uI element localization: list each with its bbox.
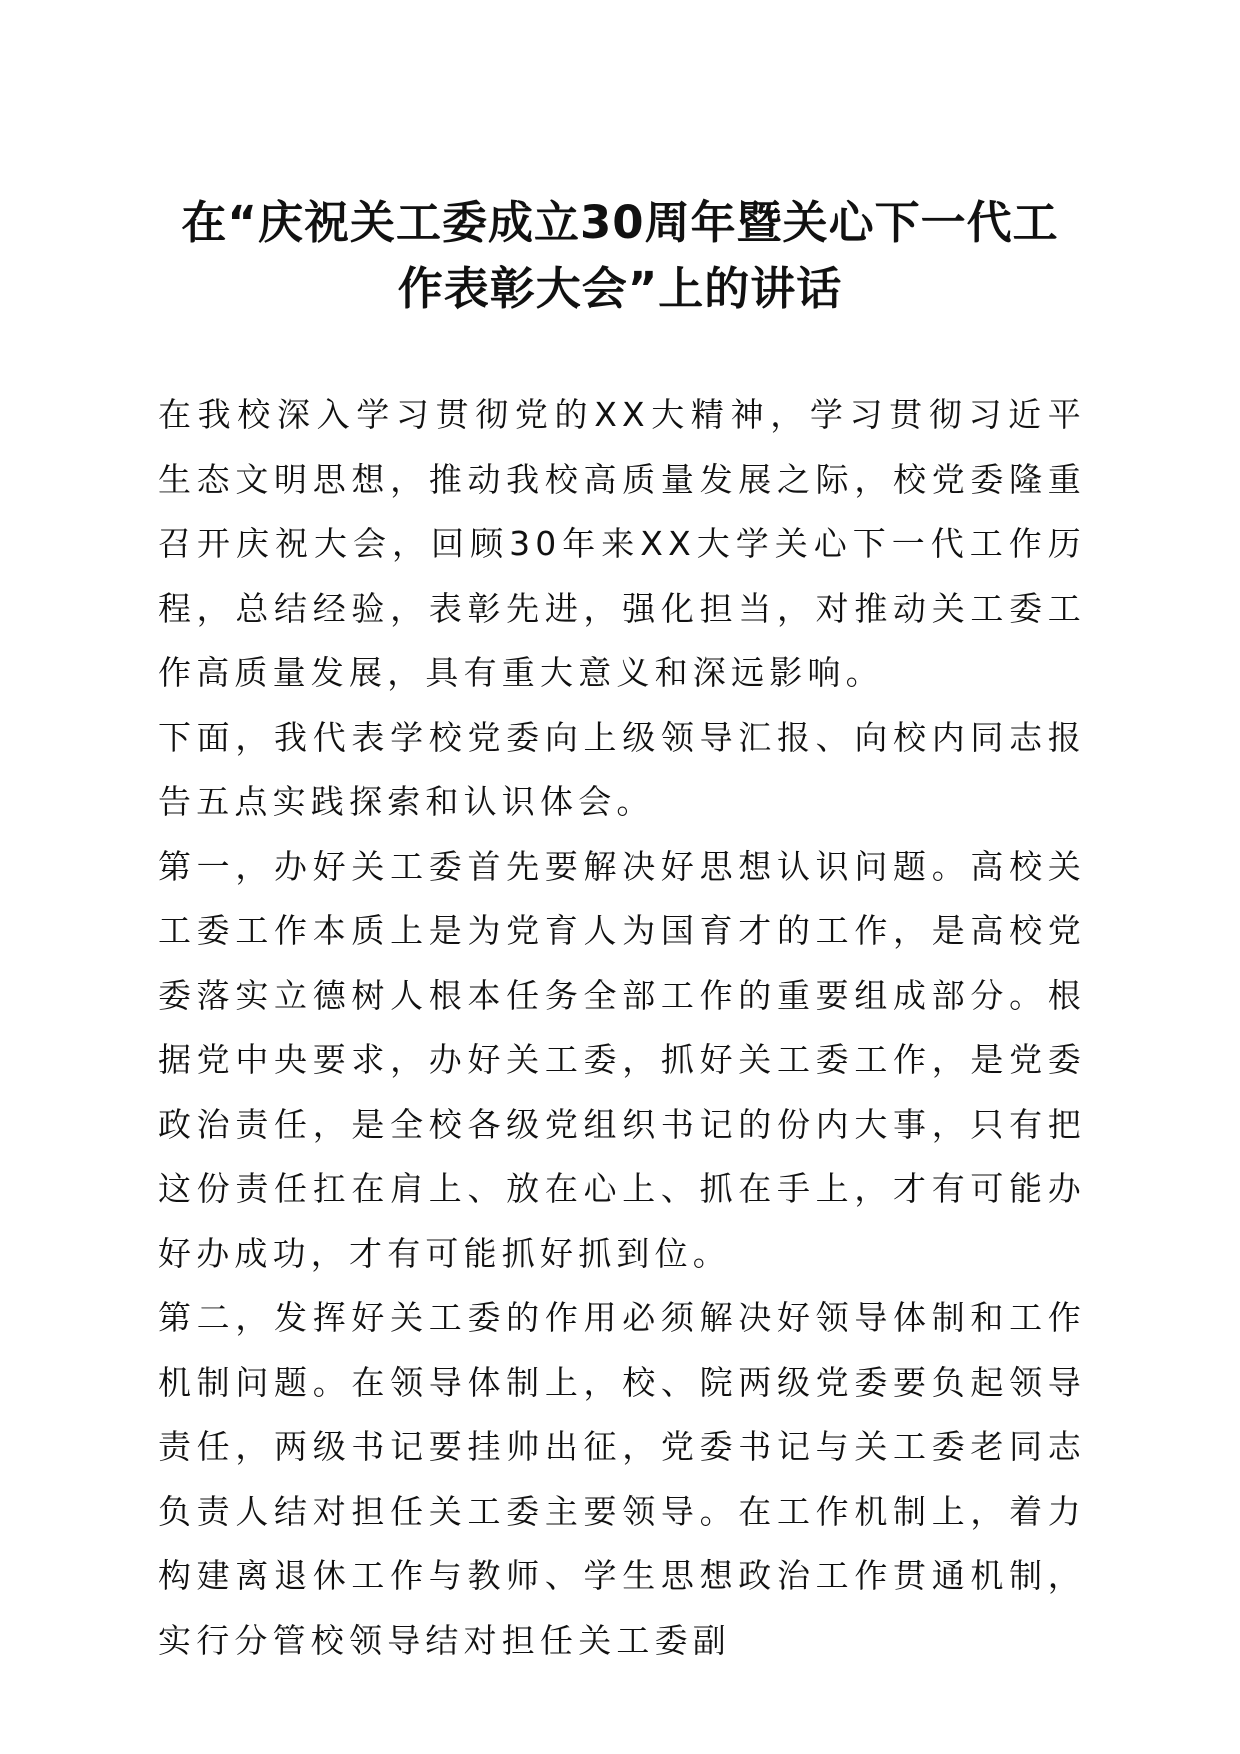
- paragraph-intro: 在我校深入学习贯彻党的XX大精神，学习贯彻习近平生态文明思想，推动我校高质量发展之际，校党委隆重召开庆祝大会，回顾30年来XX大学关心下一代工作历程，总结经验，表彰先进，强化担当，对推动关工委工作高质量发展，具有重大意义和深远影响。: [158, 395, 1086, 692]
- paragraph-first-point: 第一，办好关工委首先要解决好思想认识问题。高校关工委工作本质上是为党育人为国育才的工作，是高校党委落实立德树人根本任务全部工作的重要组成部分。根据党中央要求，办好关工委，抓好关工委工作，是党委政治责任，是全校各级党组织书记的份内大事，只有把这份责任扛在肩上、放在心上、抓在手上，才有可能办好办成功，才有可能抓好抓到位。: [158, 846, 1086, 1273]
- paragraph-second-point: 第二，发挥好关工委的作用必须解决好领导体制和工作机制问题。在领导体制上，校、院两级党委要负起领导责任，两级书记要挂帅出征，党委书记与关工委老同志负责人结对担任关工委主要领导。在工作机制上，着力构建离退休工作与教师、学生思想政治工作贯通机制，实行分管校领导结对担任关工委副: [158, 1298, 1086, 1660]
- title-line-2: 作表彰大会”上的讲话: [397, 262, 843, 315]
- document-title: [100, 190, 1140, 322]
- document-body: [158, 383, 1086, 1673]
- title-line-1: 在“庆祝关工委成立30周年暨关心下一代工: [181, 196, 1059, 249]
- paragraph-report: 下面，我代表学校党委向上级领导汇报、向校内同志报告五点实践探索和认识体会。: [158, 717, 1086, 821]
